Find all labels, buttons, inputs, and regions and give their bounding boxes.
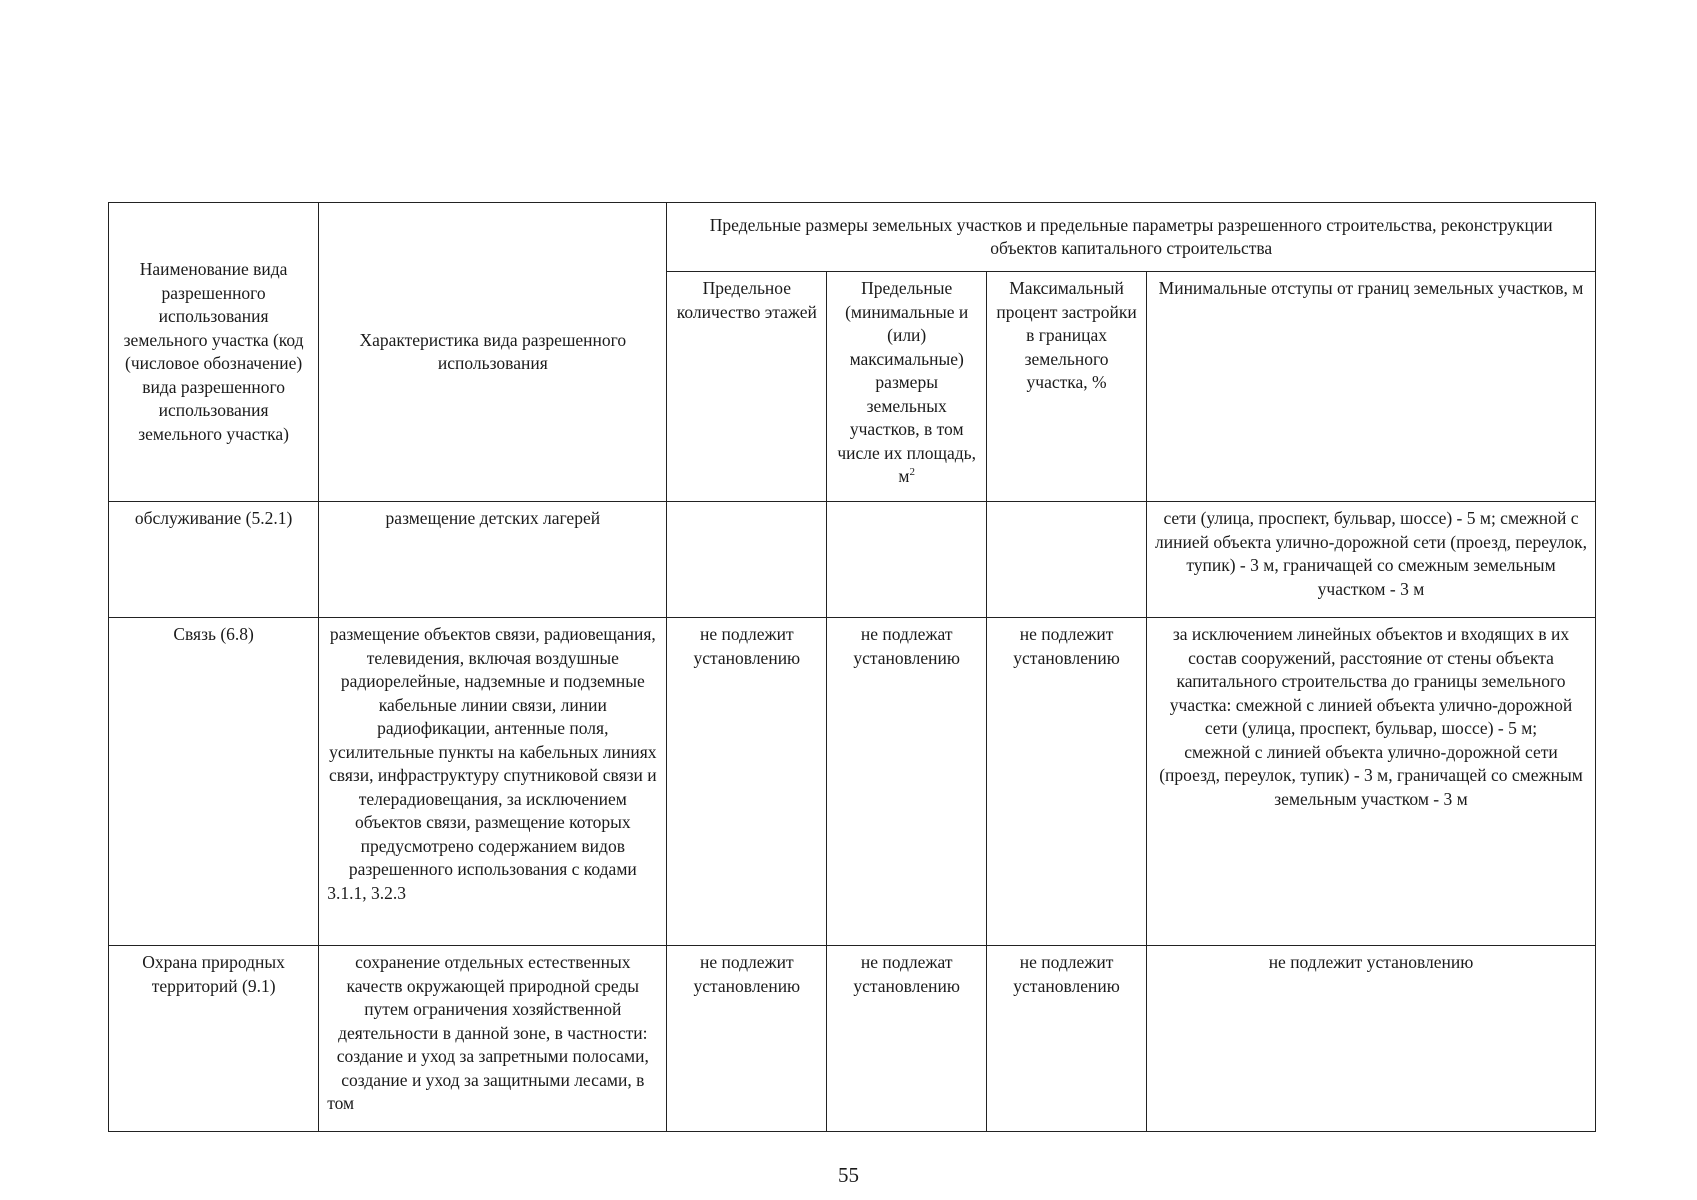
cell-build-percent: не подлежит установлению: [987, 946, 1147, 1132]
cell-floors: [667, 502, 827, 618]
header-plot-sizes-sup: 2: [909, 466, 915, 479]
header-setbacks: Минимальные отступы от границ земельных участков, м: [1146, 272, 1595, 502]
cell-setbacks-line: за исключением линейных объектов и входящих в их состав сооружений, расстояние от стены объекта капитального строительства до границы земельного участка: смежной с линией объекта улично-дорожной сети (улица, проспект, бульвар, шоссе) - 5 м;: [1169, 624, 1573, 738]
cell-setbacks-line: смежной с линией объекта улично-дорожной сети (проезд, переулок, тупик) - 3 м, граничащей со смежным земельным участком - 3 м: [1159, 741, 1583, 809]
cell-use-name: Связь (6.8): [109, 618, 319, 946]
cell-plot-sizes: не подлежат установлению: [827, 946, 987, 1132]
header-build-percent: Максимальный процент застройки в границах земельного участка, %: [987, 272, 1147, 502]
cell-use-description: размещение объектов связи, радиовещания, телевидения, включая воздушные радиорелейные, надземные и подземные кабельные линии связи, линии радиофикации, антенные поля, усилительные пункты на кабельных линиях связи, инфраструктуру спутниковой связи и телерадиовещания, за исключением объектов связи, размещение которых предусмотрено содержанием видов разрешенного использования с кодами 3.1.1, 3.2.3: [319, 618, 667, 946]
cell-setbacks-line: сети (улица, проспект, бульвар, шоссе) - 5 м; смежной с линией объекта улично-дорожной сети (проезд, переулок, тупик) - 3 м, граничащей со смежным земельным участком - 3 м: [1155, 508, 1587, 599]
land-use-table: [108, 202, 1596, 1132]
header-row-1: [109, 203, 1596, 272]
header-plot-sizes-text: Предельные (минимальные и (или) максимальные) размеры земельных участков, в том числе их площадь, м: [837, 278, 977, 486]
cell-setbacks-line: не подлежит установлению: [1268, 952, 1474, 972]
table-row: [109, 946, 1596, 1132]
cell-use-description: сохранение отдельных естественных качеств окружающей природной среды путем ограничения хозяйственной деятельности в данной зоне, в частности: создание и уход за запретными полосами, создание и уход за защитными лесами, в том: [319, 946, 667, 1132]
cell-setbacks: [1146, 946, 1595, 1132]
cell-floors: не подлежит установлению: [667, 618, 827, 946]
cell-plot-sizes: [827, 502, 987, 618]
header-limits-group: Предельные размеры земельных участков и предельные параметры разрешенного строительства, реконструкции объектов капитального строительства: [667, 203, 1596, 272]
cell-plot-sizes: не подлежат установлению: [827, 618, 987, 946]
cell-build-percent: [987, 502, 1147, 618]
header-use-description: Характеристика вида разрешенного использования: [319, 203, 667, 502]
cell-use-name: Охрана природных территорий (9.1): [109, 946, 319, 1132]
cell-use-description: размещение детских лагерей: [319, 502, 667, 618]
table-row: [109, 502, 1596, 618]
table-row: [109, 618, 1596, 946]
header-use-name: Наименование вида разрешенного использования земельного участка (код (числовое обозначение) вида разрешенного использования земельного участка): [109, 203, 319, 502]
page-number: 55: [838, 1163, 859, 1187]
header-floors: Предельное количество этажей: [667, 272, 827, 502]
cell-floors: не подлежит установлению: [667, 946, 827, 1132]
cell-setbacks: [1146, 618, 1595, 946]
header-plot-sizes: [827, 272, 987, 502]
cell-build-percent: не подлежит установлению: [987, 618, 1147, 946]
cell-use-name: обслуживание (5.2.1): [109, 502, 319, 618]
cell-setbacks: [1146, 502, 1595, 618]
